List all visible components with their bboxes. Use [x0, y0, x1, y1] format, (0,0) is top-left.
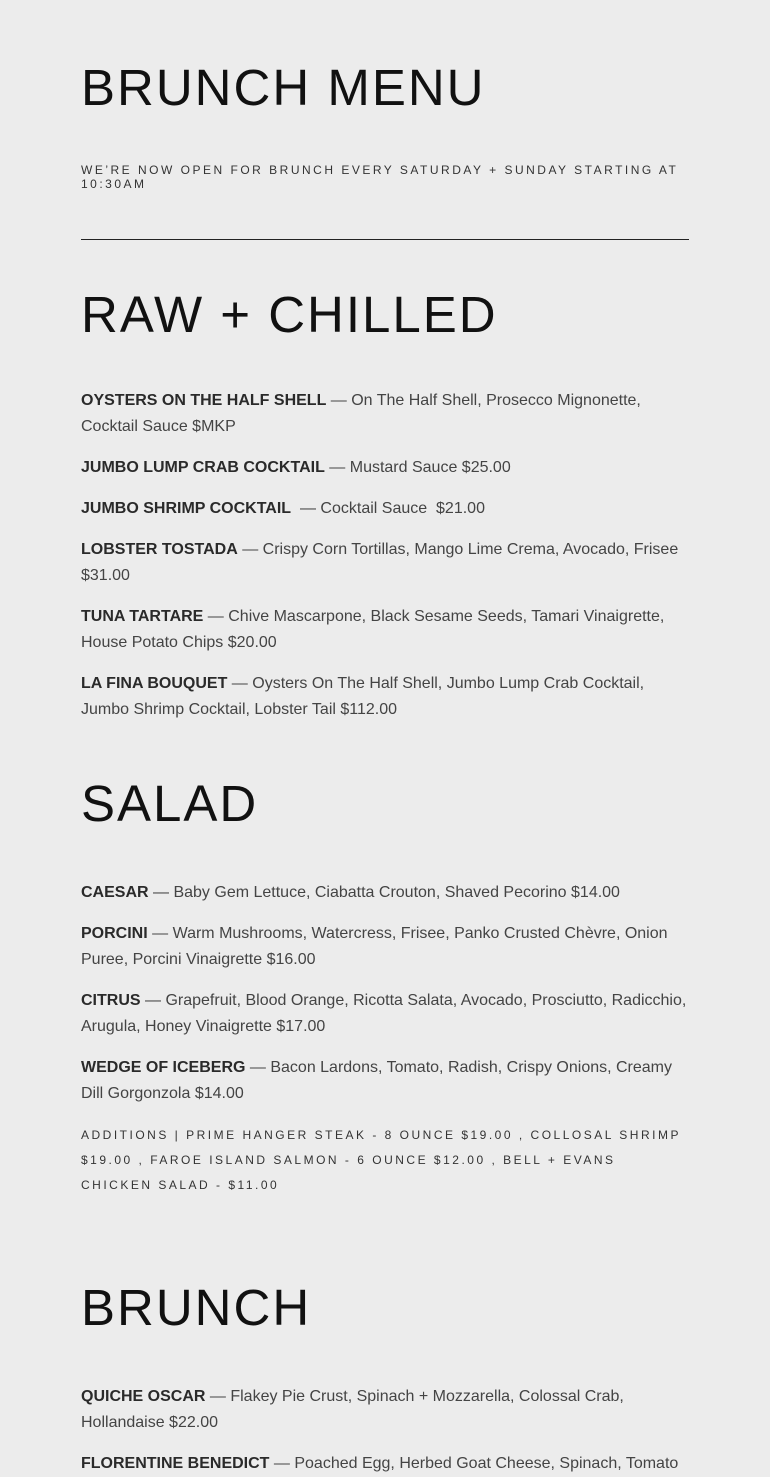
menu-item [81, 604, 689, 656]
menu-item-description: — Baby Gem Lettuce, Ciabatta Crouton, Shaved Pecorino $14.00 [148, 884, 620, 901]
menu-item-description: — Chive Mascarpone, Black Sesame Seeds, Tamari Vinaigrette, House Potato Chips $20.00 [81, 608, 665, 651]
menu-item [81, 988, 689, 1040]
menu-item-name: JUMBO SHRIMP COCKTAIL [81, 500, 292, 517]
menu-item [81, 496, 689, 522]
section-title-brunch: BRUNCH [81, 1279, 312, 1336]
menu-item [81, 921, 689, 973]
menu-item [81, 1055, 689, 1107]
menu-item [81, 455, 689, 481]
menu-item-name: OYSTERS ON THE HALF SHELL [81, 392, 327, 409]
menu-item-name: WEDGE OF ICEBERG [81, 1059, 246, 1076]
section-title-salad: SALAD [81, 775, 259, 832]
page-title: BRUNCH MENU [81, 59, 486, 116]
menu-item-name: CITRUS [81, 992, 141, 1009]
menu-item-description: — Crispy Corn Tortillas, Mango Lime Crema, Avocado, Frisee $31.00 [81, 541, 679, 584]
menu-item-description: — Oysters On The Half Shell, Jumbo Lump Crab Cocktail, Jumbo Shrimp Cocktail, Lobster Tail $112.00 [81, 675, 645, 718]
menu-item-name: JUMBO LUMP CRAB COCKTAIL [81, 459, 325, 476]
menu-item [81, 537, 689, 589]
menu-item-description: — Poached Egg, Herbed Goat Cheese, Spinach, Tomato [269, 1455, 679, 1472]
menu-item-description: — Cocktail Sauce $21.00 [291, 500, 485, 517]
opening-hours-note: WE’RE NOW OPEN FOR BRUNCH EVERY SATURDAY + SUNDAY STARTING AT 10:30AM [81, 163, 679, 191]
divider [81, 239, 689, 240]
menu-item [81, 388, 689, 440]
section-title-raw-chilled: RAW + CHILLED [81, 286, 498, 343]
salad-additions-note: ADDITIONS | PRIME HANGER STEAK - 8 OUNCE $19.00 , COLLOSAL SHRIMP $19.00 , FAROE ISLAND SALMON - 6 OUNCE $12.00 , BELL + EVANS CHICKEN SALAD - $11.00 [81, 1128, 681, 1192]
menu-item [81, 880, 689, 906]
menu-item [81, 1451, 689, 1477]
menu-item-name: PORCINI [81, 925, 148, 942]
menu-item-name: LOBSTER TOSTADA [81, 541, 238, 558]
menu-item-description: — Bacon Lardons, Tomato, Radish, Crispy Onions, Creamy Dill Gorgonzola $14.00 [81, 1059, 673, 1102]
menu-item-name: TUNA TARTARE [81, 608, 204, 625]
menu-item-description: — Warm Mushrooms, Watercress, Frisee, Panko Crusted Chèvre, Onion Puree, Porcini Vinaigrette $16.00 [81, 925, 668, 968]
menu-item [81, 671, 689, 723]
menu-item-name: CAESAR [81, 884, 149, 901]
menu-item [81, 1384, 689, 1436]
menu-item-name: FLORENTINE BENEDICT [81, 1455, 270, 1472]
menu-item-description: — Grapefruit, Blood Orange, Ricotta Salata, Avocado, Prosciutto, Radicchio, Arugula, Honey Vinaigrette $17.00 [81, 992, 687, 1035]
menu-item-name: LA FINA BOUQUET [81, 675, 228, 692]
menu-item-name: QUICHE OSCAR [81, 1388, 206, 1405]
menu-item-description: — On The Half Shell, Prosecco Mignonette, Cocktail Sauce $MKP [81, 392, 641, 435]
menu-item-description: — Mustard Sauce $25.00 [324, 459, 511, 476]
menu-item-description: — Flakey Pie Crust, Spinach + Mozzarella, Colossal Crab, Hollandaise $22.00 [81, 1388, 624, 1431]
